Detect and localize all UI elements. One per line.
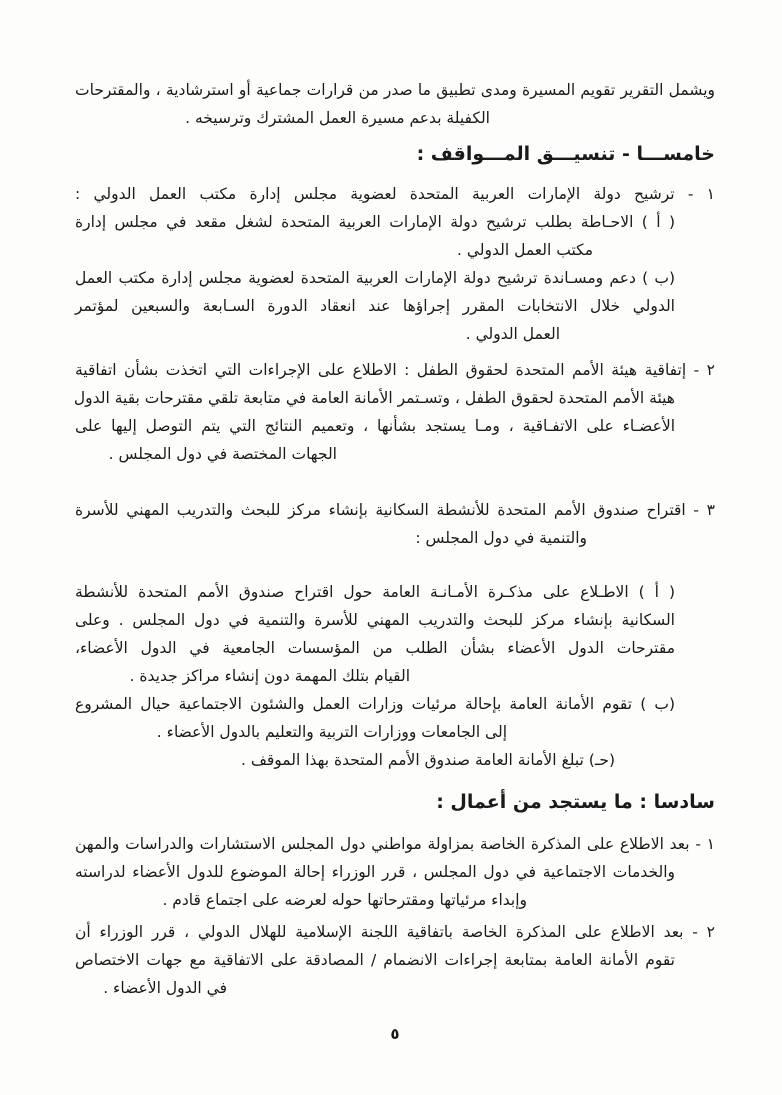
text-line: مكتب العمل الدولي .: [457, 241, 593, 259]
text-line: ٢ - إتفاقية هيئة الأمم المتحدة لحقوق الطفل : الاطلاع على الإجراءات التي اتخذت بشأن اتفاقية: [75, 361, 715, 379]
text-line: مقترحات الدول الأعضاء بشأن الطلب من المؤسسات الجامعية في الدول الأعضاء،: [75, 639, 675, 657]
page-number: ٥: [390, 1025, 400, 1043]
text-line: (ب ) دعم ومسـاندة ترشيح دولة الإمارات العربية المتحدة لعضوية مجلس إدارة مكتب العمل: [75, 269, 675, 287]
text-line: الكفيلة بدعم مسيرة العمل المشترك وترسيخه .: [185, 109, 490, 127]
section6-heading: سادسا : ما يستجد من أعمال :: [436, 791, 715, 813]
text-line: ٢ - بعد الاطلاع على المذكرة الخاصة باتفاقية اللجنة الإسلامية للهلال الدولي ، قرر الوزراء أن: [75, 923, 715, 941]
text-line: إلى الجامعات ووزارات التربية والتعليم بالدول الأعضاء .: [156, 723, 507, 741]
text-line: وإبداء مرئياتها ومقترحاتها حوله لعرضه على اجتماع قادم .: [162, 891, 527, 909]
text-line: الجهات المختصة في دول المجلس .: [108, 445, 337, 463]
text-line: السكانية بإنشاء مركز للبحث والتدريب المهني للأسرة والتنمية في دول المجلس . وعلى: [75, 611, 675, 629]
text-line: العمل الدولي .: [465, 325, 560, 343]
sub-item-b: [75, 264, 715, 348]
text-line: الدولي خلال الانتخابات المقرر إجراؤها عند انعقاد الدورة السـابعة والسبعين لمؤتمر: [75, 297, 675, 315]
section5-heading: خامســـا - تنسيـــق المـــواقف :: [416, 143, 715, 165]
text-line: في الدول الأعضاء .: [103, 979, 227, 997]
text-line: (حـ) تبلغ الأمانة العامة صندوق الأمم المتحدة بهذا الموقف .: [240, 751, 615, 769]
list-item-2: [75, 356, 715, 468]
sub-item-b: [75, 690, 715, 746]
list-item-1: [75, 180, 715, 348]
text-line: (ب ) تقوم الأمانة العامة بإحالة مرئيات وزارات العمل والشئون الاجتماعية حيال المشروع: [75, 695, 675, 713]
text-line: ويشمل التقرير تقويم المسيرة ومدى تطبيق ما صدر من قرارات جماعية أو استرشادية ، والمقترحات: [75, 81, 715, 99]
text-line: ١ - بعد الاطلاع على المذكرة الخاصة بمزاولة مواطني دول المجلس الاستشارات والدراسات والمهن: [75, 835, 715, 853]
text-line: ١ - ترشيح دولة الإمارات العربية المتحدة لعضوية مجلس إدارة مكتب العمل الدولي :: [75, 185, 715, 203]
page-content: [75, 0, 715, 1044]
text-line: والخدمات الاجتماعية في دول المجلس ، قرر الوزراء إحالة الموضوع للدول الأعضاء لدراسته: [75, 863, 675, 881]
text-line: القيام بتلك المهمة دون إنشاء مراكز جديدة .: [129, 667, 410, 685]
text-line: ( أ ) الاحـاطة بطلب ترشيح دولة الإمارات العربية المتحدة لشغل مقعد في مجلس إدارة: [75, 213, 675, 231]
text-line: تقوم الأمانة العامة بمتابعة إجراءات الانضمام / المصادقة على الاتفاقية مع جهات الاختصاص: [75, 951, 675, 969]
sub-item-a: [75, 578, 715, 690]
text-line: ٣ - اقتراح صندوق الأمم المتحدة للأنشطة السكانية بإنشاء مركز للبحث والتدريب المهني للأسرة: [75, 501, 715, 519]
intro-paragraph: [75, 76, 715, 132]
list-item-3: [75, 496, 715, 552]
text-line: هيئة الأمم المتحدة لحقوق الطفل ، وتسـتمر الأمانة العامة في متابعة تلقي مقترحات بقية الدول: [73, 389, 675, 407]
text-line: والتنمية في دول المجلس :: [415, 529, 587, 547]
text-line: الأعضـاء على الاتفـاقية ، ومـا يستجد بشأنها ، وتعميم النتائج التي يتم التوصل إليها على: [75, 417, 675, 435]
sub-item-j: [75, 746, 715, 774]
list-item-3-subitems: [75, 578, 715, 774]
text-line: ( أ ) الاطـلاع على مذكـرة الأمـانـة العامة حول اقتراح صندوق الأمم المتحدة للأنشطة: [75, 583, 675, 601]
sub-item-a: [75, 208, 715, 264]
list-item-1: [75, 830, 715, 914]
list-item-2: [75, 918, 715, 1002]
